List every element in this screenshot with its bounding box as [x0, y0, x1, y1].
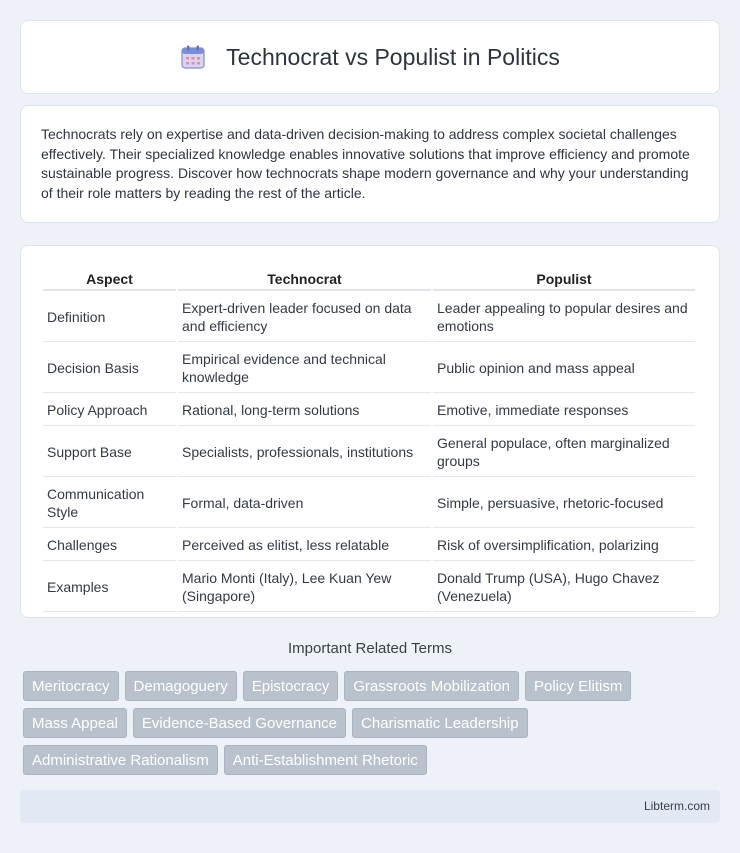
cell-aspect: Examples: [43, 563, 176, 612]
tag-anti-establishment-rhetoric[interactable]: Anti-Establishment Rhetoric: [224, 745, 427, 775]
comparison-table: [41, 266, 697, 614]
tag-epistocracy[interactable]: Epistocracy: [243, 671, 339, 701]
header-aspect: Aspect: [43, 268, 176, 291]
cell-populist: Donald Trump (USA), Hugo Chavez (Venezuela): [433, 563, 695, 612]
title-card: [20, 20, 720, 94]
cell-technocrat: Mario Monti (Italy), Lee Kuan Yew (Singapore): [178, 563, 431, 612]
intro-card: [20, 105, 720, 223]
cell-populist: Leader appealing to popular desires and emotions: [433, 293, 695, 342]
cell-technocrat: Rational, long-term solutions: [178, 395, 431, 426]
header-populist: Populist: [433, 268, 695, 291]
cell-technocrat: Empirical evidence and technical knowledge: [178, 344, 431, 393]
cell-technocrat: Formal, data-driven: [178, 479, 431, 528]
tag-policy-elitism[interactable]: Policy Elitism: [525, 671, 631, 701]
tag-administrative-rationalism[interactable]: Administrative Rationalism: [23, 745, 218, 775]
cell-technocrat: Expert-driven leader focused on data and efficiency: [178, 293, 431, 342]
footer: [20, 790, 720, 823]
cell-technocrat: Specialists, professionals, institutions: [178, 428, 431, 477]
table-row: [43, 293, 695, 342]
tag-meritocracy[interactable]: Meritocracy: [23, 671, 119, 701]
tag-mass-appeal[interactable]: Mass Appeal: [23, 708, 127, 738]
cell-populist: Risk of oversimplification, polarizing: [433, 530, 695, 561]
table-row: [43, 530, 695, 561]
cell-aspect: Policy Approach: [43, 395, 176, 426]
table-header-row: [43, 268, 695, 291]
related-terms-list: [23, 671, 713, 775]
cell-populist: Simple, persuasive, rhetoric-focused: [433, 479, 695, 528]
related-terms-title: Important Related Terms: [288, 640, 452, 657]
table-row: [43, 395, 695, 426]
table-row: [43, 563, 695, 612]
tag-evidence-based-governance[interactable]: Evidence-Based Governance: [133, 708, 346, 738]
page-title: Technocrat vs Populist in Politics: [226, 43, 560, 70]
cell-aspect: Definition: [43, 293, 176, 342]
footer-site-link[interactable]: Libterm.com: [643, 799, 710, 813]
tag-demagoguery[interactable]: Demagoguery: [125, 671, 237, 701]
cell-populist: General populace, often marginalized groups: [433, 428, 695, 477]
header-technocrat: Technocrat: [178, 268, 431, 291]
cell-populist: Public opinion and mass appeal: [433, 344, 695, 393]
tag-grassroots-mobilization[interactable]: Grassroots Mobilization: [344, 671, 519, 701]
tag-charismatic-leadership[interactable]: Charismatic Leadership: [352, 708, 528, 738]
cell-aspect: Decision Basis: [43, 344, 176, 393]
intro-text: Technocrats rely on expertise and data-driven decision-making to address complex societal challenges effectively. Their specialized knowledge enables innovative solutions that improve efficiency and promote sustainable progress. Discover how technocrats shape modern governance and why your understanding of their role matters by reading the rest of the article.: [41, 126, 690, 201]
calendar-icon: [180, 44, 206, 70]
cell-technocrat: Perceived as elitist, less relatable: [178, 530, 431, 561]
table-row: [43, 479, 695, 528]
table-row: [43, 344, 695, 393]
cell-populist: Emotive, immediate responses: [433, 395, 695, 426]
cell-aspect: Communication Style: [43, 479, 176, 528]
cell-aspect: Challenges: [43, 530, 176, 561]
comparison-card: [20, 245, 720, 618]
table-row: [43, 428, 695, 477]
cell-aspect: Support Base: [43, 428, 176, 477]
